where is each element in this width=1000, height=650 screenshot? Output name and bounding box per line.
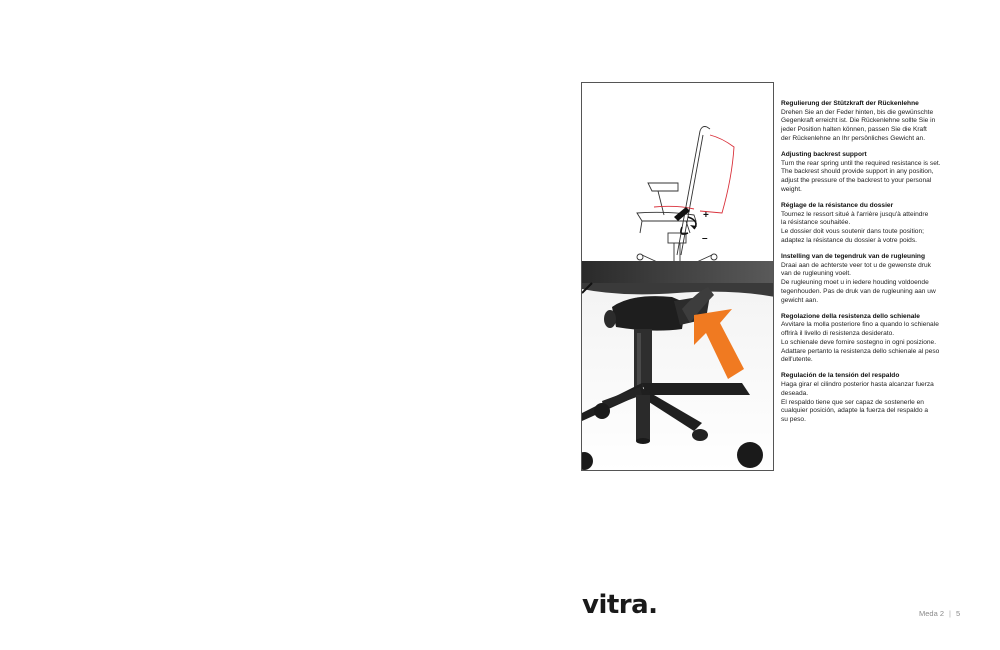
section-fr <box>781 202 953 246</box>
backrest-adjustment-figure <box>581 82 774 471</box>
page-footer <box>919 609 960 618</box>
section-heading: Regolazione della resistenza dello schienale <box>781 312 920 320</box>
vitra-logo: vitra. <box>582 590 658 620</box>
plus-label: + <box>703 210 709 221</box>
section-heading: Réglage de la résistance du dossier <box>781 202 894 210</box>
minus-label: – <box>702 233 708 244</box>
page-number: 5 <box>955 609 961 618</box>
section-body: Avvitare la molla posteriore fino a quando lo schienale offrirà il livello di resistenza desiderato. Lo schienale deve fornire sostegno in ogni posizione. Adattare pertanto la resistenza dello schienale al peso dell'utente. <box>781 321 940 364</box>
section-es <box>781 372 953 424</box>
chair-photo <box>582 261 774 471</box>
section-heading: Adjusting backrest support <box>781 151 867 159</box>
section-en <box>781 151 953 195</box>
section-body: Tournez le ressort situé à l'arrière jusqu'à atteindre la résistance souhaitée. Le dossier doit vous soutenir dans toute position; adaptez la résistance du dossier à votre poids. <box>781 210 929 244</box>
section-body: Drehen Sie an der Feder hinten, bis die gewünschte Gegenkraft erreicht ist. Die Rückenlehne sollte Sie in jeder Position halten können, passen Sie die Kraft der Rückenlehne an Ihr persönliches Gewicht an. <box>781 108 936 142</box>
section-body: Turn the rear spring until the required resistance is set. The backrest should provide support in any position, adjust the pressure of the backrest to your personal weight. <box>781 159 941 193</box>
instructions-column <box>781 100 953 432</box>
section-de <box>781 100 953 144</box>
section-heading: Regulación de la tensión del respaldo <box>781 372 900 380</box>
section-nl <box>781 253 953 305</box>
section-it <box>781 313 953 365</box>
footer-separator: | <box>949 609 951 618</box>
section-heading: Regulierung der Stützkraft der Rückenlehne <box>781 100 919 107</box>
section-heading: Instelling van de tegendruk van de rugleuning <box>781 253 925 261</box>
product-name: Meda 2 <box>919 609 945 618</box>
section-body: Draai aan de achterste veer tot u de gewenste druk van de rugleuning voelt. De rugleuning moet u in iedere houding voldoende tegenhouden. Pas de druk van de rugleuning aan uw gewicht aan. <box>781 261 936 304</box>
section-body: Haga girar el cilindro posterior hasta alcanzar fuerza deseada. El respaldo tiene que ser capaz de sostenerle en cualquier posición, adapte la fuerza del respaldo a su peso. <box>781 381 934 423</box>
chair-line-drawing <box>629 127 734 285</box>
